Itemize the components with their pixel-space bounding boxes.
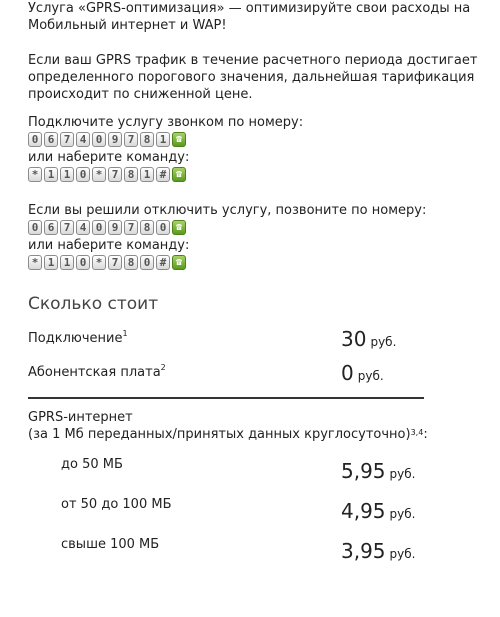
keypad-key: 6 (44, 132, 58, 147)
keypad-key: 7 (124, 220, 138, 235)
keypad-key: 8 (124, 167, 138, 182)
service-description (28, 0, 478, 567)
phone-handset-icon: ☎ (172, 167, 186, 182)
keypad-key: * (92, 255, 106, 270)
price-row-label: Подключение$^1$ (28, 329, 128, 346)
keypad-key: 7 (60, 220, 74, 235)
footnote-marker: 1 (122, 329, 128, 338)
price-row-subscription (28, 357, 478, 391)
keypad-key: 4 (76, 132, 90, 147)
tier-price: 4,95 руб. (341, 499, 416, 523)
keypad-key: 0 (92, 132, 106, 147)
disconnect-command-label: или наберите команду: (28, 238, 190, 253)
connect-command-keypad (28, 166, 478, 183)
price-row-connection (28, 323, 478, 357)
tier-row (28, 487, 478, 527)
gprs-tiers (28, 447, 478, 567)
disconnect-block (28, 203, 478, 271)
pricing-heading: Сколько стоит (28, 294, 159, 314)
keypad-key: # (156, 255, 170, 270)
keypad-key: 8 (124, 255, 138, 270)
keypad-key: 7 (60, 132, 74, 147)
keypad-key: 7 (124, 132, 138, 147)
disconnect-call-label: Если вы решили отключить услугу, позвоните по номеру: (28, 203, 427, 218)
keypad-key: * (28, 255, 42, 270)
phone-handset-icon: ☎ (172, 220, 186, 235)
pricing-table (28, 323, 478, 391)
keypad-key: 0 (28, 220, 42, 235)
keypad-key: 7 (108, 167, 122, 182)
keypad-key: # (156, 167, 170, 182)
tier-price: 3,95 руб. (341, 539, 416, 563)
keypad-key: 6 (44, 220, 58, 235)
keypad-key: 0 (140, 255, 154, 270)
connect-call-keypad (28, 131, 478, 148)
intro-text: Услуга «GPRS-оптимизация» — оптимизируйте свои расходы на Мобильный интернет и WAP! (28, 1, 471, 33)
keypad-key: 9 (108, 220, 122, 235)
tier-row (28, 527, 478, 567)
footnote-marker: 3,4 (410, 428, 424, 437)
disconnect-command-keypad (28, 254, 478, 271)
phone-handset-icon: ☎ (172, 255, 186, 270)
keypad-key: 0 (76, 255, 90, 270)
price-value: 0 руб. (341, 361, 384, 385)
gprs-note: (за 1 Мб переданных/принятых данных круглосуточно)$^{3,4}$: (28, 427, 428, 442)
keypad-key: * (92, 167, 106, 182)
disconnect-call-keypad (28, 219, 478, 236)
phone-handset-icon: ☎ (172, 132, 186, 147)
connect-call-label: Подключите услугу звонком по номеру: (28, 115, 304, 130)
price-value: 30 руб. (341, 327, 397, 351)
keypad-key: 4 (76, 220, 90, 235)
keypad-key: 1 (44, 167, 58, 182)
gprs-description (28, 409, 478, 443)
keypad-key: 7 (108, 255, 122, 270)
tier-label: свыше 100 МБ (61, 537, 160, 552)
keypad-key: 1 (60, 255, 74, 270)
divider (28, 397, 424, 399)
keypad-key: 1 (44, 255, 58, 270)
keypad-key: 1 (156, 132, 170, 147)
keypad-key: * (28, 167, 42, 182)
tier-row (28, 447, 478, 487)
tier-price: 5,95 руб. (341, 459, 416, 483)
price-row-label: Абонентская плата$^2$ (28, 363, 166, 380)
tier-label: от 50 до 100 МБ (61, 497, 172, 512)
connect-block (28, 115, 478, 183)
footnote-marker: 2 (160, 363, 166, 372)
keypad-key: 0 (28, 132, 42, 147)
keypad-key: 0 (76, 167, 90, 182)
gprs-title: GPRS-интернет (28, 410, 133, 425)
tier-label: до 50 МБ (61, 457, 123, 472)
keypad-key: 8 (140, 220, 154, 235)
keypad-key: 0 (156, 220, 170, 235)
keypad-key: 1 (60, 167, 74, 182)
description-text: Если ваш GPRS трафик в течение расчетного периода достигает определенного порогового значения, дальнейшая тарификация происходит по сниженной цене. (28, 53, 478, 102)
keypad-key: 1 (140, 167, 154, 182)
keypad-key: 8 (140, 132, 154, 147)
connect-command-label: или наберите команду: (28, 150, 190, 165)
keypad-key: 9 (108, 132, 122, 147)
keypad-key: 0 (92, 220, 106, 235)
